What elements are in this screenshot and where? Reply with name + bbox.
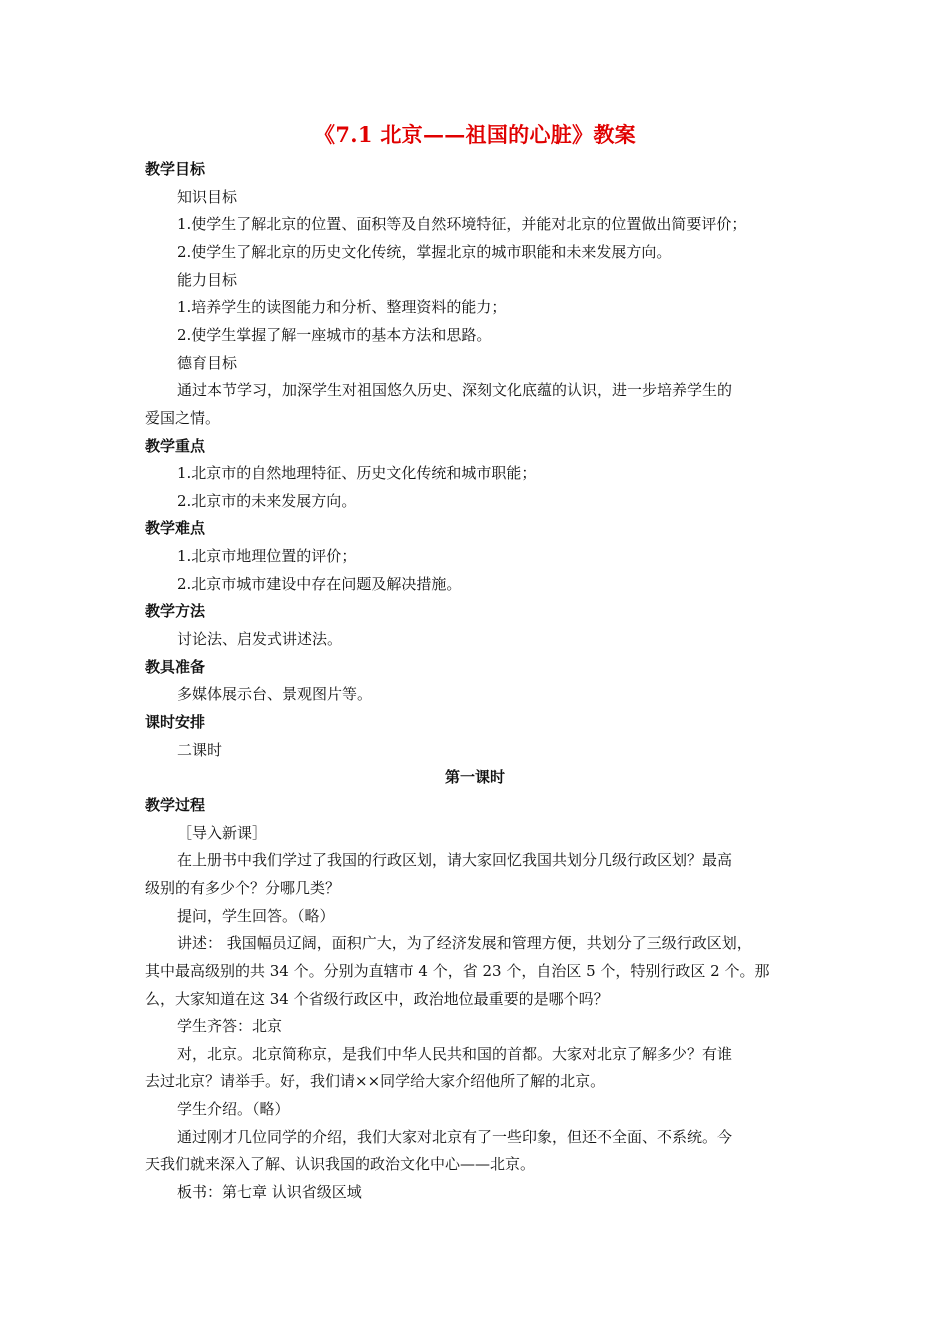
- body-text-line: ［导入新课］: [177, 823, 268, 842]
- body-text-line: 学生介绍。（略）: [177, 1100, 290, 1119]
- body-text-line: 2.使学生掌握了解一座城市的基本方法和思路。: [177, 325, 492, 344]
- section-heading: 教具准备: [145, 657, 206, 676]
- body-text-line: 1.使学生了解北京的位置、面积等及自然环境特征，并能对北京的位置做出简要评价；: [177, 215, 747, 234]
- body-text-line: 在上册书中我们学过了我国的行政区划，请大家回忆我国共划分几级行政区划？最高: [177, 851, 733, 870]
- section-heading: 教学方法: [145, 602, 206, 621]
- body-text-line: 2.北京市的未来发展方向。: [177, 491, 357, 510]
- body-text-line: 板书：第七章 认识省级区域: [177, 1183, 362, 1202]
- section-heading: 课时安排: [145, 713, 206, 731]
- body-text-line: 么，大家知道在这 34 个省级行政区中，政治地位最重要的是哪个吗？: [145, 989, 609, 1008]
- document-title: 《7.1 北京——祖国的心脏》教案: [314, 122, 636, 147]
- body-text-line: 德育目标: [177, 353, 238, 372]
- body-text-line: 多媒体展示台、景观图片等。: [177, 685, 373, 704]
- section-heading: 教学难点: [145, 519, 206, 538]
- section-heading: 教学目标: [145, 160, 206, 178]
- lesson-heading: 第一课时: [444, 768, 505, 787]
- body-text-line: 爱国之情。: [145, 408, 221, 427]
- body-text-line: 通过刚才几位同学的介绍，我们大家对北京有了一些印象，但还不全面、不系统。今: [177, 1127, 733, 1146]
- body-text-line: 知识目标: [177, 187, 238, 206]
- body-text-line: 讲述： 我国幅员辽阔，面积广大，为了经济发展和管理方便，共划分了三级行政区划，: [177, 934, 752, 953]
- body-text-line: 二课时: [177, 740, 223, 759]
- body-text-line: 1.培养学生的读图能力和分析、整理资料的能力；: [177, 298, 507, 317]
- body-text-line: 提问，学生回答。（略）: [177, 906, 335, 925]
- body-text-line: 对，北京。北京简称京，是我们中华人民共和国的首都。大家对北京了解多少？有谁: [177, 1044, 733, 1063]
- body-text-line: 讨论法、启发式讲述法。: [177, 630, 343, 649]
- section-heading: 教学过程: [145, 795, 206, 814]
- body-text-line: 1.北京市的自然地理特征、历史文化传统和城市职能；: [177, 464, 537, 483]
- body-text-line: 天我们就来深入了解、认识我国的政治文化中心——北京。: [145, 1155, 536, 1174]
- body-text-line: 去过北京？请举手。好，我们请××同学给大家介绍他所了解的北京。: [145, 1072, 606, 1091]
- section-heading: 教学重点: [145, 436, 206, 455]
- body-text-line: 2.北京市城市建设中存在问题及解决措施。: [177, 574, 462, 593]
- body-text-line: 通过本节学习，加深学生对祖国悠久历史、深刻文化底蕴的认识，进一步培养学生的: [177, 381, 733, 400]
- body-text-line: 其中最高级别的共 34 个。分别为直辖市 4 个，省 23 个，自治区 5 个，特别行政区 2 个。那: [145, 961, 770, 980]
- body-text-line: 能力目标: [177, 270, 238, 289]
- body-text-line: 2.使学生了解北京的历史文化传统，掌握北京的城市职能和未来发展方向。: [177, 242, 672, 261]
- body-text-line: 1.北京市地理位置的评价；: [177, 547, 357, 566]
- body-text-line: 级别的有多少个？分哪几类？: [145, 878, 341, 897]
- body-text-line: 学生齐答：北京: [177, 1017, 283, 1036]
